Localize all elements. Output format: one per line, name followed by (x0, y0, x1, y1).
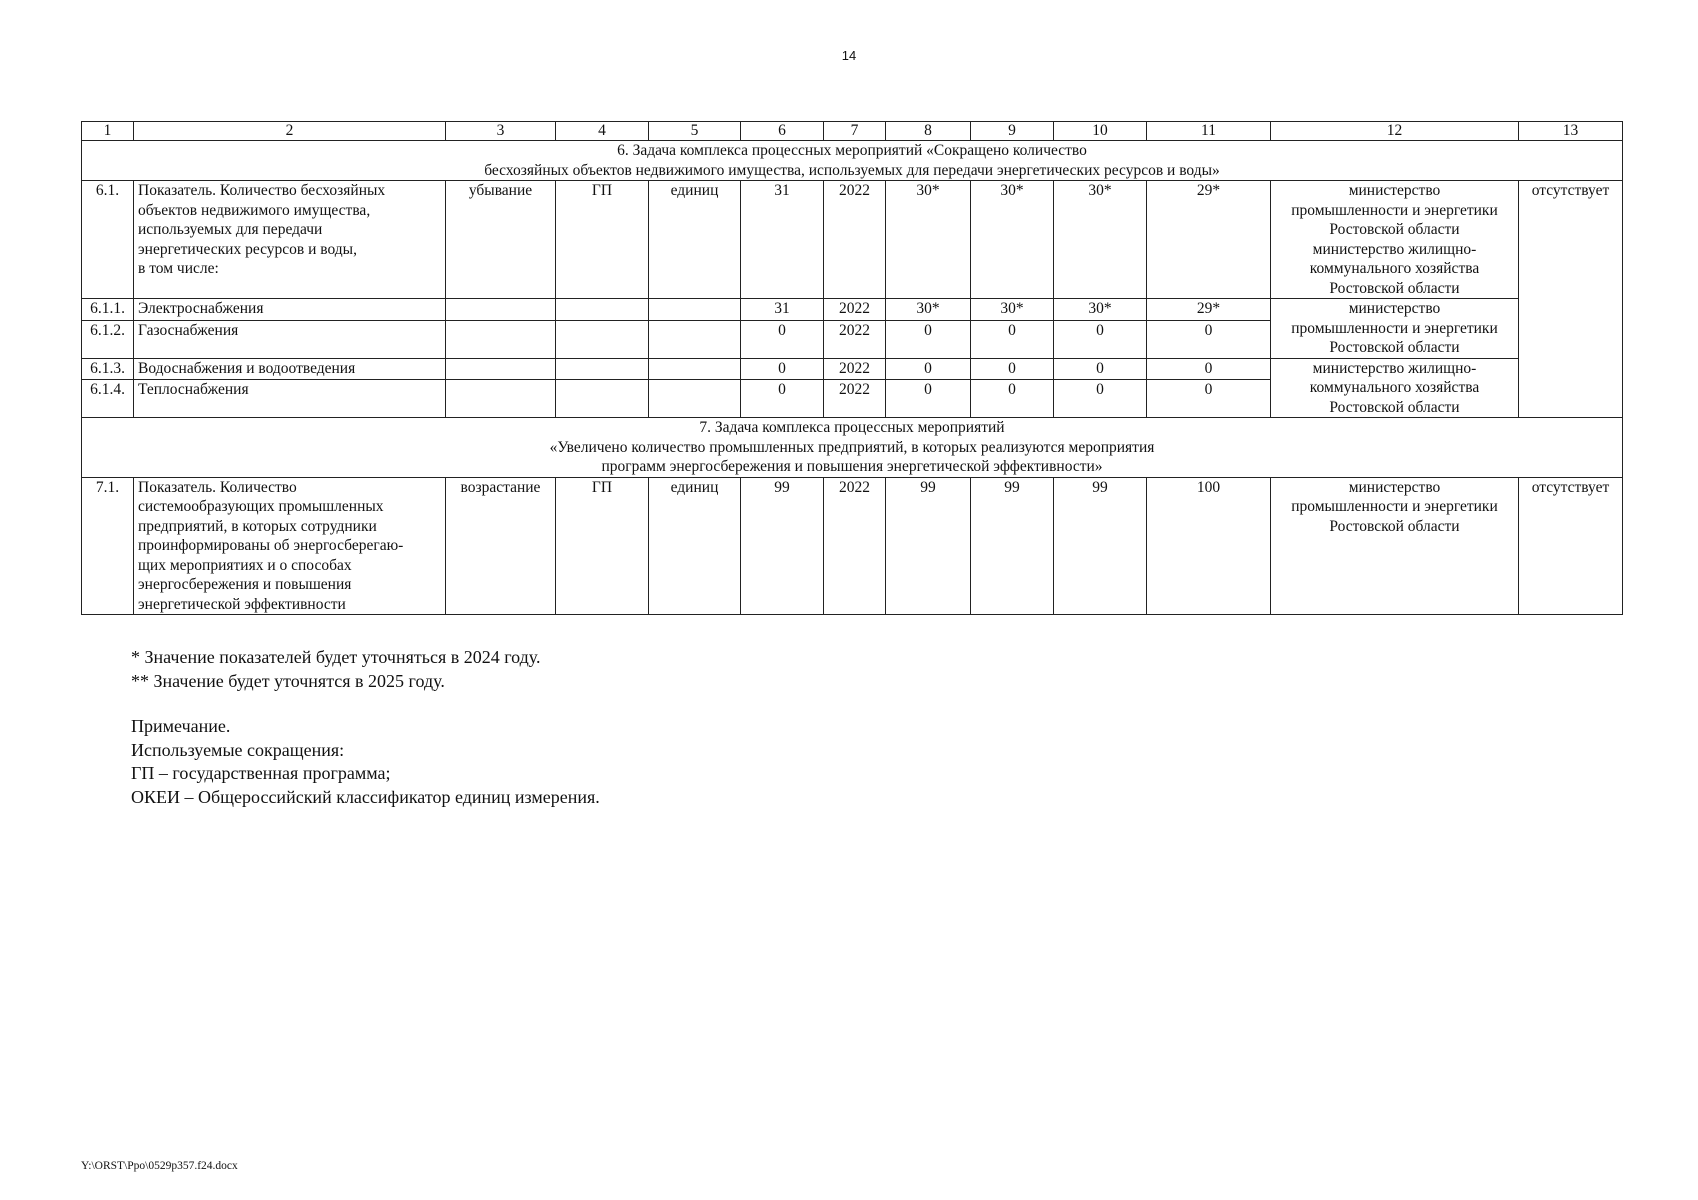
text-line: энергосбережения и повышения (138, 576, 352, 593)
responsible-cell (1271, 299, 1519, 359)
column-number-row (82, 122, 1623, 141)
value-cell: 0 (886, 320, 971, 358)
value-cell: 30* (1054, 181, 1147, 299)
col-number: 8 (886, 122, 971, 141)
indicator-name: Теплоснабжения (134, 380, 446, 418)
value-cell: 30* (886, 299, 971, 321)
value-cell: 0 (971, 320, 1054, 358)
empty-cell (556, 380, 649, 418)
value-cell: 0 (1147, 320, 1271, 358)
text-line: коммунального хозяйства (1309, 379, 1480, 396)
page-number: 14 (841, 48, 857, 63)
responsible-cell (1271, 181, 1519, 299)
value-cell: 99 (971, 477, 1054, 615)
base-value-cell: 0 (741, 320, 824, 358)
section-row (82, 141, 1623, 181)
col-number: 9 (971, 122, 1054, 141)
text-line: министерство (1348, 182, 1441, 199)
text-line: энергетических ресурсов и воды, (138, 240, 357, 258)
empty-cell (556, 299, 649, 321)
section-heading-line: программ энергосбережения и повышения энергетической эффективности» (601, 458, 1103, 475)
empty-cell (446, 358, 556, 380)
col-number: 10 (1054, 122, 1147, 141)
link-cell: отсутствует (1519, 181, 1623, 418)
section-row (82, 418, 1623, 478)
empty-cell (649, 380, 741, 418)
base-year-cell: 2022 (824, 181, 886, 299)
value-cell: 99 (1054, 477, 1147, 615)
text-line: промышленности и энергетики (1291, 319, 1498, 337)
value-cell: 0 (971, 358, 1054, 380)
note-title: Примечание. (131, 716, 231, 736)
direction-cell: убывание (446, 181, 556, 299)
base-year-cell: 2022 (824, 358, 886, 380)
indicator-name (134, 181, 446, 299)
footnote-1: * Значение показателей будет уточняться в 2024 году. (131, 647, 541, 667)
text-line: министерство жилищно- (1312, 359, 1477, 377)
text-line: Показатель. Количество (138, 478, 297, 496)
empty-cell (649, 299, 741, 321)
responsible-cell (1271, 358, 1519, 418)
col-number: 3 (446, 122, 556, 141)
section-heading-line: 6. Задача комплекса процессных мероприятий «Сокращено количество (617, 142, 1087, 159)
row-number: 7.1. (82, 477, 134, 615)
table-row (82, 358, 1623, 380)
text-line: Ростовской области (1329, 398, 1460, 416)
section-7-heading (82, 418, 1623, 478)
text-line: Ростовской области (1329, 279, 1460, 297)
base-year-cell: 2022 (824, 380, 886, 418)
text-line: министерство (1348, 478, 1441, 496)
section-heading-line: «Увеличено количество промышленных предприятий, в которых реализуются мероприятия (549, 438, 1155, 456)
value-cell: 100 (1147, 477, 1271, 615)
indicator-table (81, 121, 1623, 615)
value-cell: 0 (886, 380, 971, 418)
text-line: Ростовской области (1329, 339, 1460, 356)
text-line: щих мероприятиях и о способах (138, 556, 352, 574)
footnote-2: ** Значение будет уточнятся в 2025 году. (131, 670, 445, 691)
indicator-name: Водоснабжения и водоотведения (134, 358, 446, 380)
link-cell: отсутствует (1519, 477, 1623, 615)
text-line: Показатель. Количество бесхозяйных (138, 182, 386, 199)
row-number: 6.1.3. (82, 358, 134, 380)
value-cell: 0 (1054, 358, 1147, 380)
base-value-cell: 31 (741, 181, 824, 299)
value-cell: 29* (1147, 181, 1271, 299)
text-line: в том числе: (138, 260, 219, 277)
text-line: энергетической эффективности (138, 595, 346, 613)
col-number: 2 (134, 122, 446, 141)
base-year-cell: 2022 (824, 477, 886, 615)
abbreviation-gp: ГП – государственная программа; (131, 763, 391, 783)
empty-cell (649, 320, 741, 358)
indicator-name: Газоснабжения (134, 320, 446, 358)
value-cell: 0 (1054, 320, 1147, 358)
row-number: 6.1.4. (82, 380, 134, 418)
base-year-cell: 2022 (824, 299, 886, 321)
notes-block (131, 646, 600, 809)
value-cell: 30* (886, 181, 971, 299)
value-cell: 99 (886, 477, 971, 615)
indicator-name (134, 477, 446, 615)
text-line: системообразующих промышленных (138, 498, 384, 515)
value-cell: 0 (971, 380, 1054, 418)
base-value-cell: 99 (741, 477, 824, 615)
base-value-cell: 31 (741, 299, 824, 321)
text-line: министерство (1348, 300, 1441, 317)
abbreviations-title: Используемые сокращения: (131, 739, 345, 760)
text-line: промышленности и энергетики (1291, 201, 1498, 219)
col-number: 7 (824, 122, 886, 141)
responsible-cell (1271, 477, 1519, 615)
col-number: 5 (649, 122, 741, 141)
empty-cell (556, 320, 649, 358)
text-line: промышленности и энергетики (1291, 498, 1498, 515)
row-number: 6.1. (82, 181, 134, 299)
empty-cell (649, 358, 741, 380)
col-number: 6 (741, 122, 824, 141)
base-value-cell: 0 (741, 358, 824, 380)
empty-cell (446, 320, 556, 358)
table-row (82, 477, 1623, 615)
level-cell: ГП (556, 477, 649, 615)
text-line: Ростовской области (1329, 517, 1460, 535)
text-line: Ростовской области (1329, 221, 1460, 238)
unit-cell: единиц (649, 181, 741, 299)
empty-cell (446, 299, 556, 321)
file-path: Y:\ORST\Ppo\0529p357.f24.docx (81, 1160, 238, 1172)
text-line: министерство жилищно- (1312, 240, 1477, 258)
col-number: 13 (1519, 122, 1623, 141)
text-line: объектов недвижимого имущества, (138, 201, 371, 219)
text-line: используемых для передачи (138, 221, 323, 238)
row-number: 6.1.2. (82, 320, 134, 358)
base-value-cell: 0 (741, 380, 824, 418)
text-line: предприятий, в которых сотрудники (138, 517, 377, 535)
text-line: проинформированы об энергосберегаю- (138, 537, 404, 554)
base-year-cell: 2022 (824, 320, 886, 358)
section-heading-line: бесхозяйных объектов недвижимого имущества, используемых для передачи энергетических ресурсов и воды» (484, 161, 1220, 179)
section-heading-line: 7. Задача комплекса процессных мероприятий (699, 419, 1005, 436)
value-cell: 0 (1147, 358, 1271, 380)
empty-cell (446, 380, 556, 418)
value-cell: 30* (971, 181, 1054, 299)
unit-cell: единиц (649, 477, 741, 615)
table-row (82, 181, 1623, 299)
value-cell: 30* (971, 299, 1054, 321)
col-number: 11 (1147, 122, 1271, 141)
abbreviation-okei: ОКЕИ – Общероссийский классификатор единиц измерения. (131, 786, 600, 807)
col-number: 4 (556, 122, 649, 141)
section-6-heading (82, 141, 1623, 181)
empty-cell (556, 358, 649, 380)
value-cell: 0 (1147, 380, 1271, 418)
indicator-name: Электроснабжения (134, 299, 446, 321)
row-number: 6.1.1. (82, 299, 134, 321)
direction-cell: возрастание (446, 477, 556, 615)
table-row (82, 299, 1623, 321)
spacer (131, 693, 600, 715)
value-cell: 0 (886, 358, 971, 380)
col-number: 1 (82, 122, 134, 141)
value-cell: 0 (1054, 380, 1147, 418)
value-cell: 30* (1054, 299, 1147, 321)
value-cell: 29* (1147, 299, 1271, 321)
text-line: коммунального хозяйства (1309, 260, 1480, 277)
level-cell: ГП (556, 181, 649, 299)
col-number: 12 (1271, 122, 1519, 141)
